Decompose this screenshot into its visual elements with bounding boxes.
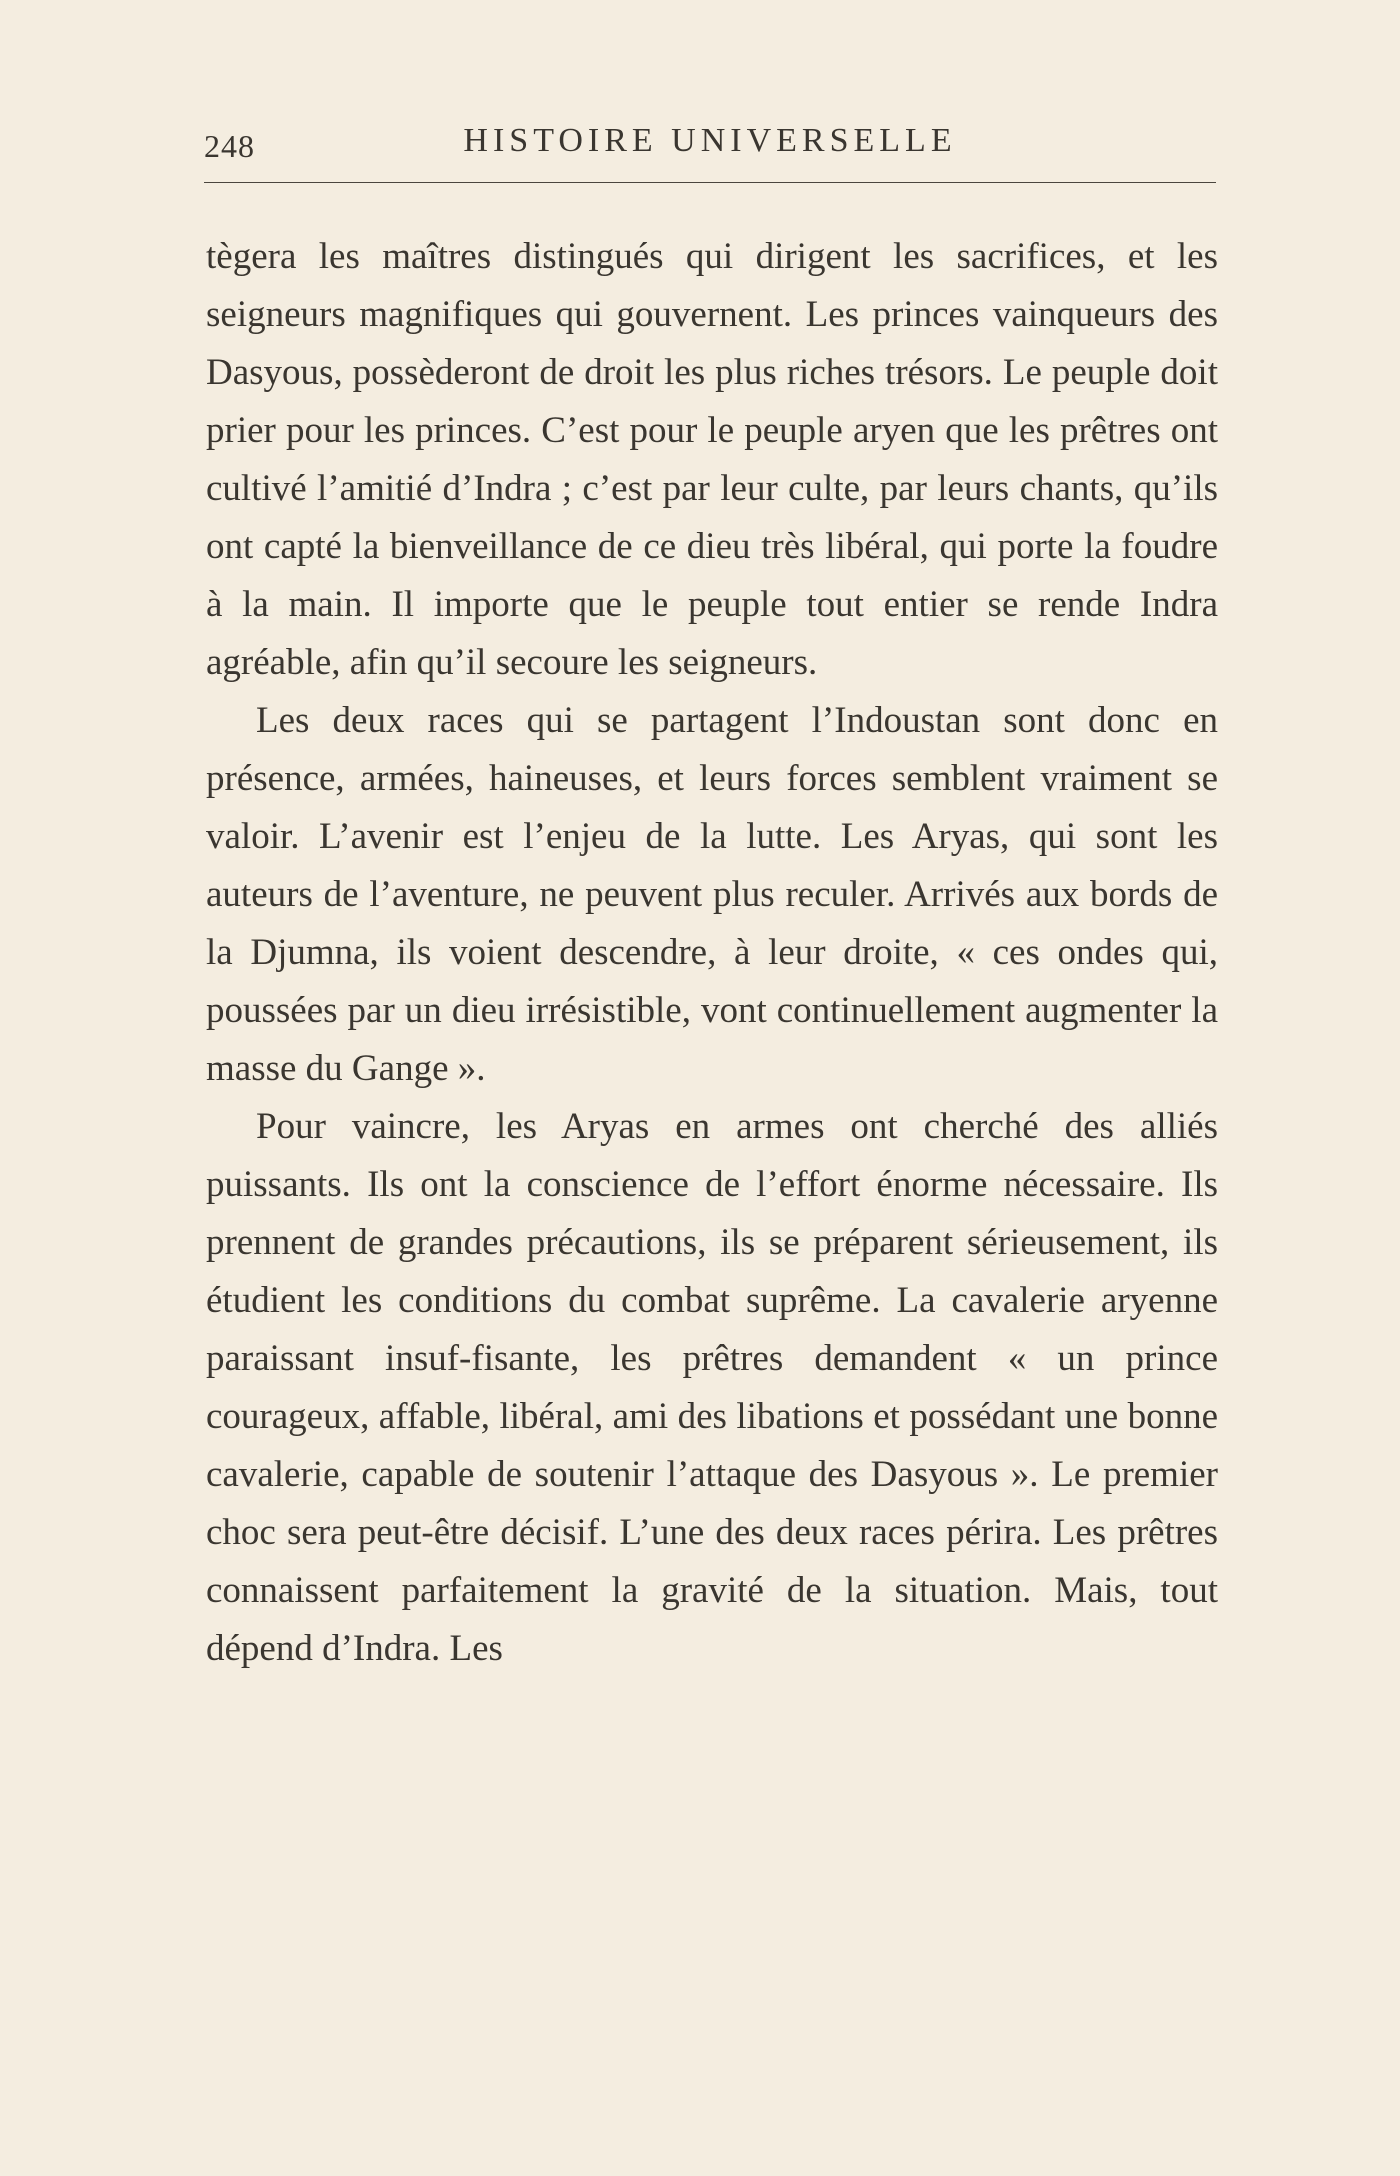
running-head bbox=[204, 122, 1216, 172]
page-number: 248 bbox=[204, 128, 255, 164]
paragraph: Pour vaincre, les Aryas en armes ont cherché des alliés puissants. Ils ont la conscience de l’effort énorme nécessaire. Ils prennent de grandes précautions, ils se préparent sérieusement, ils étudient les conditions du combat suprême. La cavalerie aryenne paraissant insuf-fisante, les prêtres demandent « un prince courageux, affable, libéral, ami des libations et possédant une bonne cavalerie, capable de soutenir l’attaque des Dasyous ». Le premier choc sera peut-être décisif. L’une des deux races périra. Les prêtres connaissent parfaitement la gravité de la situation. Mais, tout dépend d’Indra. Les bbox=[206, 1106, 1218, 1669]
header-rule bbox=[204, 182, 1216, 183]
paragraph: Les deux races qui se partagent l’Indoustan sont donc en présence, armées, haineuses, et leurs forces semblent vraiment se valoir. L’avenir est l’enjeu de la lutte. Les Aryas, qui sont les auteurs de l’aventure, ne peuvent plus reculer. Arrivés aux bords de la Djumna, ils voient descendre, à leur droite, « ces ondes qui, poussées par un dieu irrésistible, vont continuellement augmenter la masse du Gange ». bbox=[206, 700, 1218, 1089]
running-title: HISTOIRE UNIVERSELLE bbox=[463, 122, 957, 159]
paragraph-continued: tègera les maîtres distingués qui dirigent les sacrifices, et les seigneurs magnifiques qui gouvernent. Les princes vainqueurs des Dasyous, possèderont de droit les plus riches trésors. Le peuple doit prier pour les princes. C’est pour le peuple aryen que les prêtres ont cultivé l’amitié d’Indra ; c’est par leur culte, par leurs chants, qu’ils ont capté la bienveillance de ce dieu très libéral, qui porte la foudre à la main. Il importe que le peuple tout entier se rende Indra agréable, afin qu’il secoure les seigneurs. bbox=[206, 236, 1218, 683]
body-text bbox=[206, 228, 1218, 1678]
